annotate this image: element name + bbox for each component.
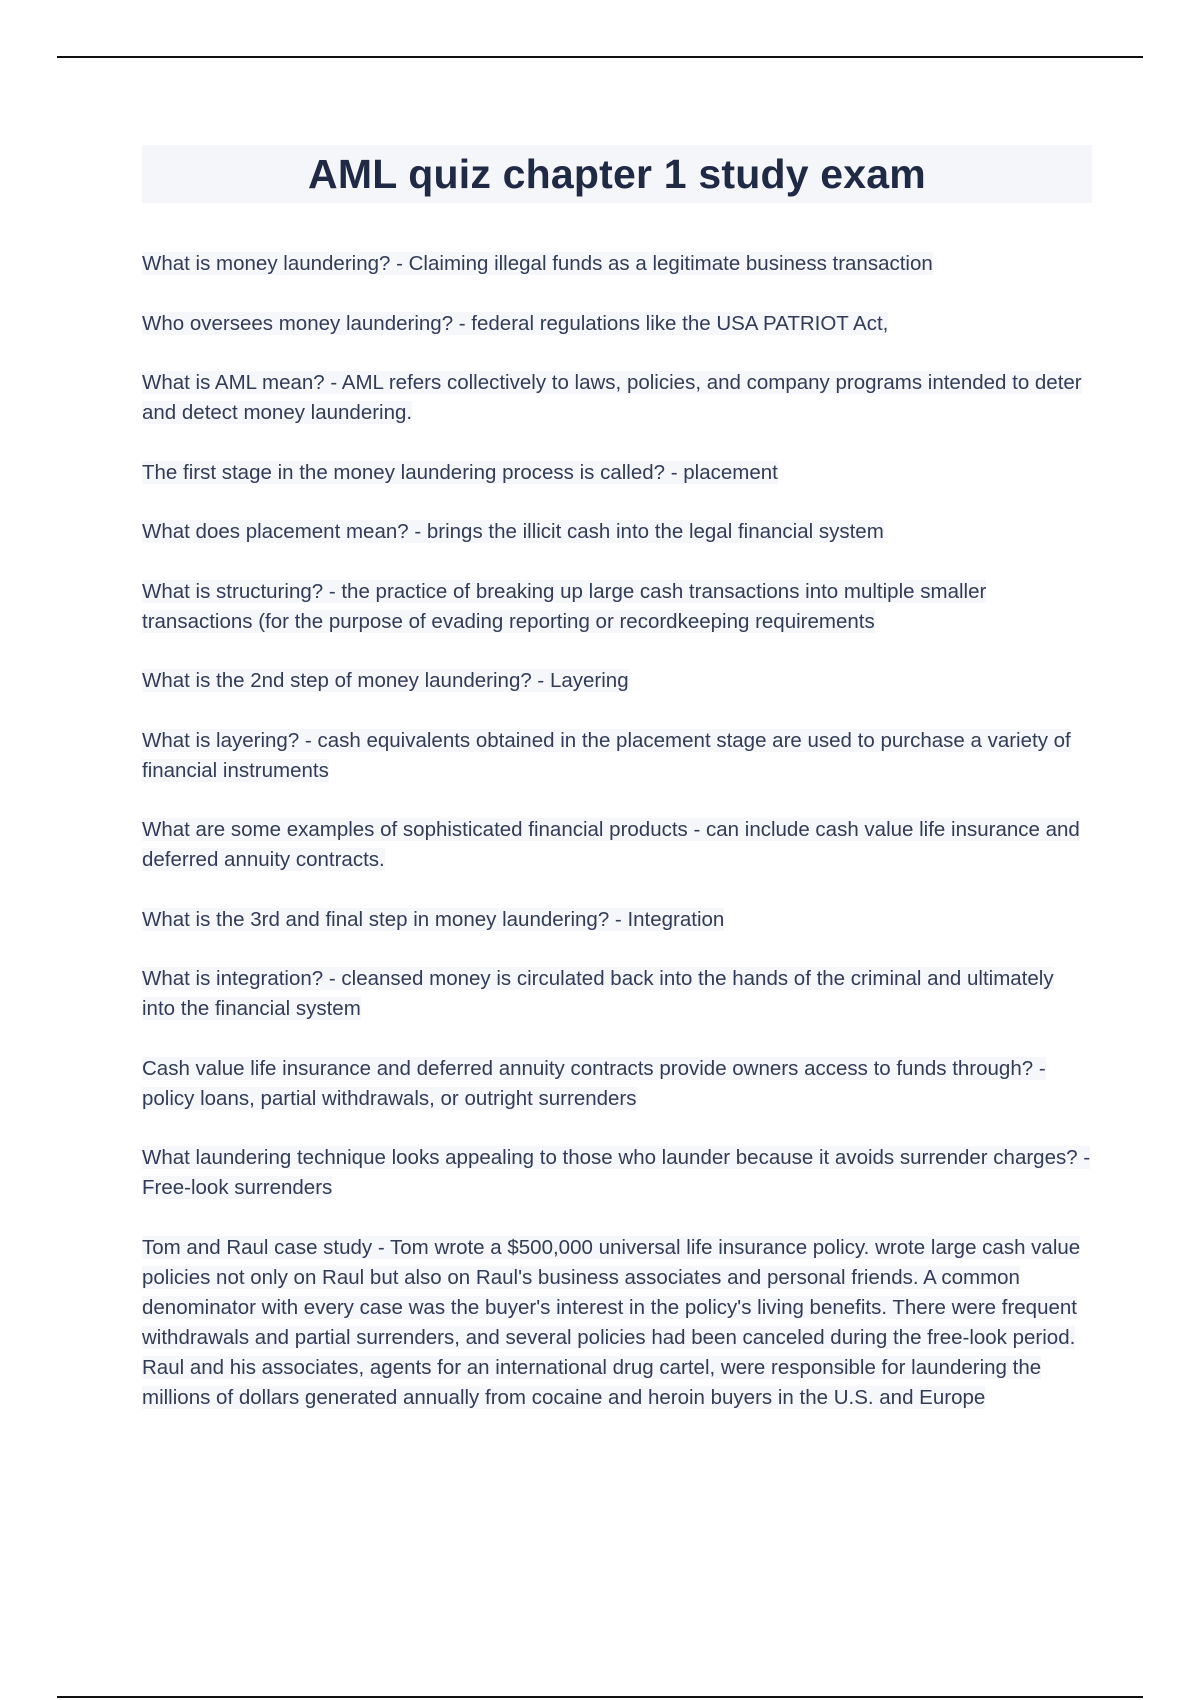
qa-text: What is money laundering? - Claiming illegal funds as a legitimate business transaction	[142, 252, 933, 275]
top-divider	[57, 56, 1143, 58]
qa-item	[142, 309, 1092, 339]
qa-item	[142, 517, 1092, 547]
qa-text: What is layering? - cash equivalents obtained in the placement stage are used to purchase a variety of financial instruments	[142, 728, 1071, 782]
qa-text: Tom and Raul case study - Tom wrote a $500,000 universal life insurance policy. wrote large cash value policies not only on Raul but also on Raul's business associates and personal friends. A common denominator with every case was the buyer's interest in the policy's living benefits. There were frequent withdrawals and partial surrenders, and several policies had been canceled during the free-look period. Raul and his associates, agents for an international drug cartel, were responsible for laundering the millions of dollars generated annually from cocaine and heroin buyers in the U.S. and Europe	[142, 1235, 1081, 1409]
document-title: AML quiz chapter 1 study exam	[308, 150, 926, 197]
qa-item	[142, 249, 1092, 279]
qa-text: What is the 2nd step of money laundering? - Layering	[142, 669, 629, 692]
qa-text: What is AML mean? - AML refers collectively to laws, policies, and company programs intended to deter and detect money laundering.	[142, 371, 1082, 424]
qa-text: What are some examples of sophisticated financial products - can include cash value life insurance and deferred annuity contracts.	[142, 818, 1080, 871]
qa-text: What laundering technique looks appealing to those who launder because it avoids surrender charges? - Free-look surrenders	[142, 1146, 1091, 1199]
qa-item	[142, 458, 1092, 488]
qa-item	[142, 815, 1092, 875]
qa-item	[142, 368, 1092, 428]
qa-item	[142, 1233, 1092, 1413]
qa-item	[142, 1054, 1092, 1114]
qa-item	[142, 1143, 1092, 1203]
title-band	[142, 145, 1092, 203]
qa-text: What is the 3rd and final step in money laundering? - Integration	[142, 907, 725, 931]
qa-item	[142, 726, 1092, 786]
qa-text: What does placement mean? - brings the illicit cash into the legal financial system	[142, 520, 884, 543]
qa-text: Cash value life insurance and deferred annuity contracts provide owners access to funds through? - policy loans, partial withdrawals, or outright surrenders	[142, 1056, 1046, 1110]
qa-item	[142, 964, 1092, 1024]
qa-text: Who oversees money laundering? - federal regulations like the USA PATRIOT Act,	[142, 311, 889, 335]
qa-text: What is integration? - cleansed money is circulated back into the hands of the criminal and ultimately into the financial system	[142, 967, 1054, 1020]
qa-text: The first stage in the money laundering process is called? - placement	[142, 460, 778, 484]
qa-text: What is structuring? - the practice of breaking up large cash transactions into multiple smaller transactions (for the purpose of evading reporting or recordkeeping requirements	[142, 579, 987, 633]
qa-list	[142, 249, 1092, 1413]
qa-item	[142, 577, 1092, 637]
qa-item	[142, 905, 1092, 935]
document-body	[142, 145, 1092, 1442]
qa-item	[142, 666, 1092, 696]
bottom-divider	[57, 1696, 1143, 1698]
